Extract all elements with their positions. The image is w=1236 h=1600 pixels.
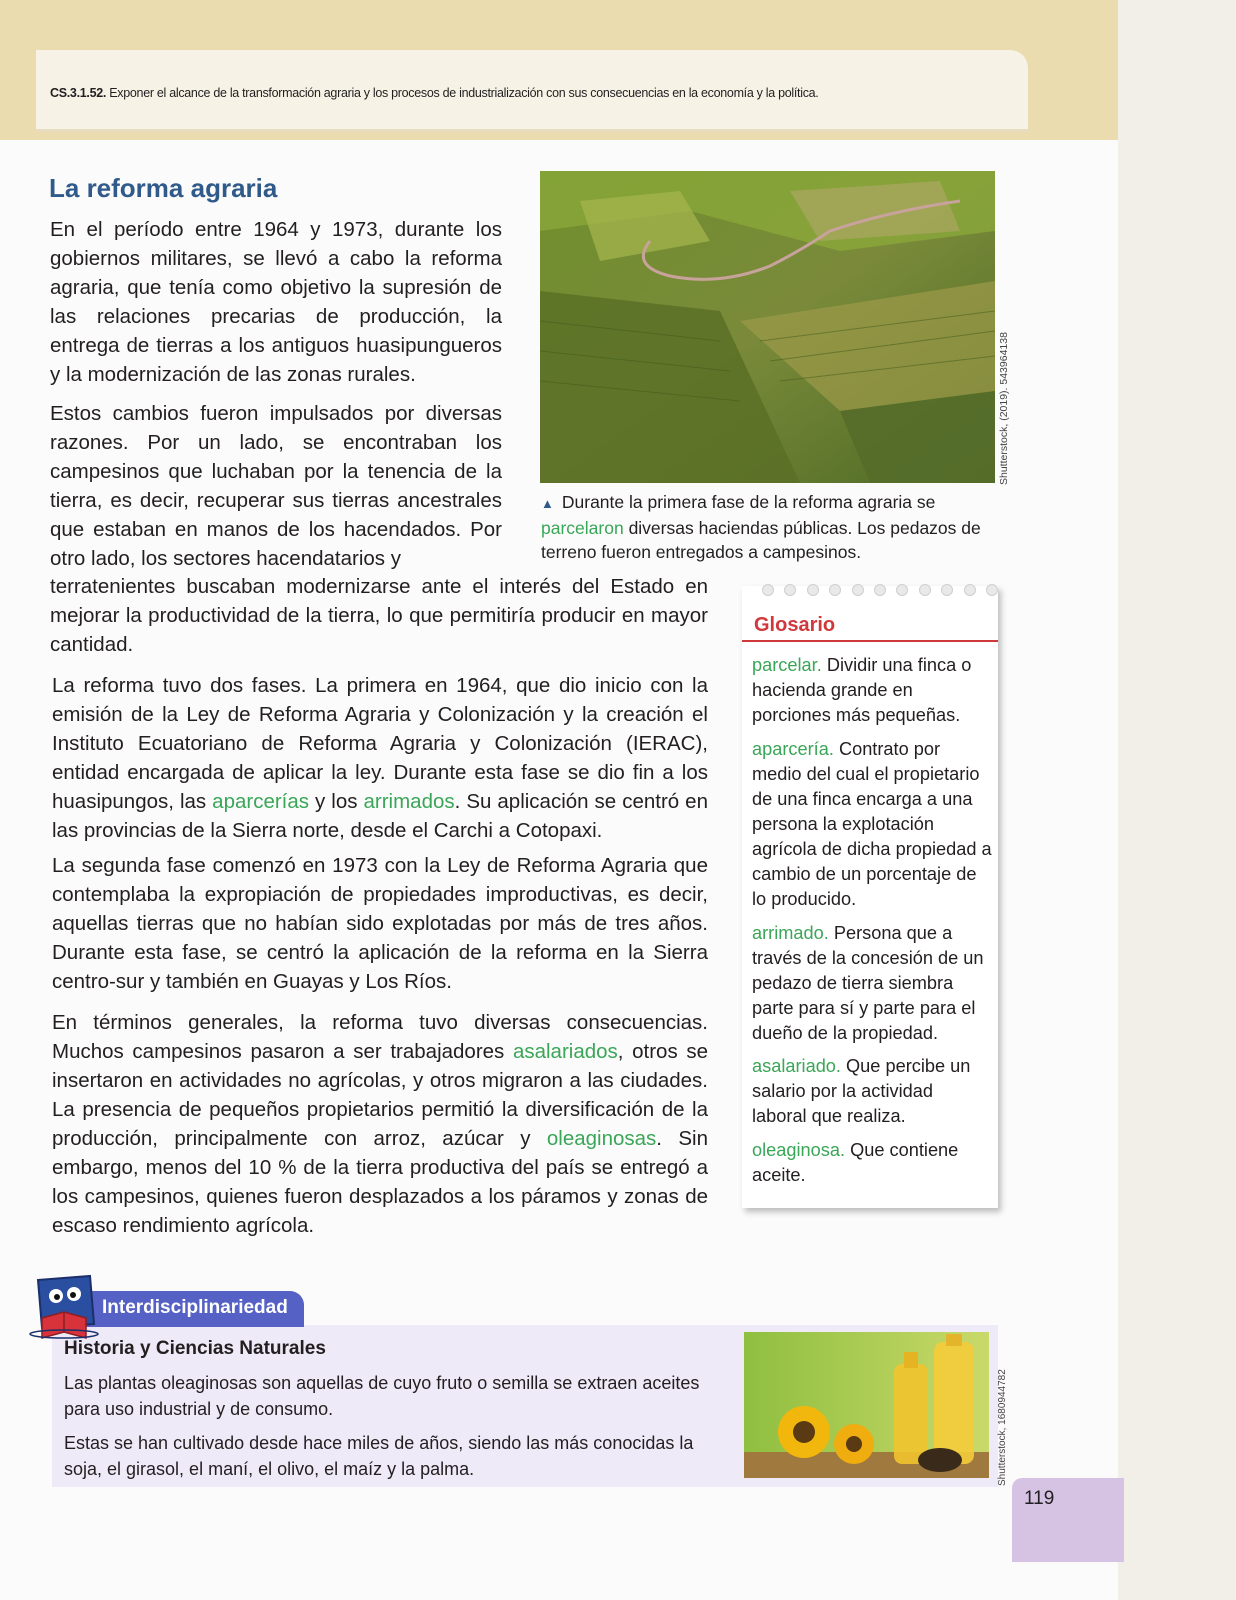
page-edge-strip xyxy=(1118,0,1236,1600)
glossary-entry xyxy=(752,1138,992,1188)
ring-icon xyxy=(986,584,998,596)
photo-credit-main: Shutterstock, (2019). 543964138 xyxy=(998,332,1010,485)
skill-criterion-box xyxy=(36,50,1028,132)
glossary-term: aparcería. xyxy=(752,739,834,759)
glossary-definition: Contrato por medio del cual el propietario de una finca encarga a una persona la explotación agrícola de dicha propiedad a cambio de un porcentaje de lo producido. xyxy=(752,739,992,909)
ring-icon xyxy=(762,584,774,596)
photo-credit-oil: Shutterstock, 1680944782 xyxy=(997,1369,1008,1486)
glossary-title: Glosario xyxy=(754,614,836,636)
glossary-term: parcelar. xyxy=(752,655,822,675)
ring-icon xyxy=(896,584,908,596)
paragraph-second-phase: La segunda fase comenzó en 1973 con la Ley de Reforma Agraria que contemplaba la expropiación de propiedades improductivas, es decir, aquellas tierras que no habían sido explotadas por más de tres años. Durante esta fase, se centró la aplicación de la reforma en la Sierra centro-sur y también en Guayas y Los Ríos. xyxy=(52,854,708,993)
ring-icon xyxy=(852,584,864,596)
skill-code: CS.3.1.52. xyxy=(50,86,107,100)
skill-description: Exponer el alcance de la transformación agraria y los procesos de industrialización con sus consecuencias en la economía y la política. xyxy=(109,86,819,100)
notebook-rings xyxy=(762,584,998,598)
mascot-reading-icon xyxy=(28,1272,102,1344)
ring-icon xyxy=(807,584,819,596)
glossary-term: asalariado. xyxy=(752,1056,841,1076)
glossary-term-link: oleaginosas xyxy=(546,1127,657,1150)
glossary-term-link: parcelaron xyxy=(541,518,624,538)
triangle-marker-icon: ▲ xyxy=(541,496,554,511)
glossary-term-link: arrimados xyxy=(363,790,455,813)
interdisciplinary-heading: Historia y Ciencias Naturales xyxy=(64,1338,326,1359)
paragraph-causes-part2: terratenientes buscaban modernizarse ante el interés del Estado en mejorar la productividad de la tierra, lo que permitiría producir en mayor cantidad. xyxy=(50,575,708,656)
glossary-rule xyxy=(742,640,998,642)
glossary-term: arrimado. xyxy=(752,923,829,943)
agricultural-fields-photo xyxy=(540,171,995,483)
glossary-definition: Que contiene aceite. xyxy=(752,1140,959,1185)
skill-criterion-text xyxy=(50,86,818,100)
page-number-tab xyxy=(1012,1478,1124,1562)
paragraph-phases xyxy=(52,671,708,845)
ring-icon xyxy=(964,584,976,596)
interdisciplinary-tab xyxy=(84,1291,304,1327)
glossary-term-link: asalariados xyxy=(512,1040,618,1063)
photo-caption xyxy=(541,490,1001,564)
glossary-definition: Que percibe un salario por la actividad laboral que realiza. xyxy=(752,1056,971,1126)
ring-icon xyxy=(874,584,886,596)
caption-text: diversas haciendas públicas. Los pedazos de terreno fueron entregados a campesinos. xyxy=(541,518,981,562)
paragraph-causes-part1: Estos cambios fueron impulsados por diversas razones. Por un lado, se encontraban los campesinos que luchaban por la tenencia de la tierra, es decir, recuperar sus tierras ancestrales que estaban en manos de los hacendados. Por otro lado, los sectores hacendatarios y xyxy=(50,402,502,570)
ring-icon xyxy=(941,584,953,596)
page-number: 119 xyxy=(1024,1488,1055,1509)
interdisciplinary-label: Interdisciplinariedad xyxy=(102,1297,288,1318)
skill-box-rule xyxy=(36,129,1028,132)
text-run: En términos generales, la reforma tuvo diversas consecuencias. Muchos campesinos pasaron a ser trabajadores xyxy=(52,1011,708,1063)
glossary-term: oleaginosa. xyxy=(752,1140,846,1160)
ring-icon xyxy=(919,584,931,596)
interdisciplinary-paragraph: Estas se han cultivado desde hace miles de años, siendo las más conocidas la soja, el girasol, el maní, el olivo, el maíz y la palma. xyxy=(64,1433,694,1479)
paragraph-consequences xyxy=(52,1008,708,1240)
caption-text: Durante la primera fase de la reforma agraria se xyxy=(561,492,936,512)
text-run: , otros se insertaron en actividades no agrícolas, y otros migraron a las ciudades. La presencia de pequeños propietarios permitió la diversificación de la producción, principalmente con arroz, azúcar y xyxy=(52,1040,709,1150)
text-run: y los xyxy=(309,790,364,813)
glossary-term-link: aparcerías xyxy=(212,790,310,813)
glossary-definition: Persona que a través de la concesión de un pedazo de tierra siembra parte para sí y parte para el dueño de la propiedad. xyxy=(752,923,984,1043)
glossary-entry xyxy=(752,653,992,728)
glossary-entry xyxy=(752,1054,992,1129)
text-run: . Sin embargo, menos del 10 % de la tierra productiva del país se entregó a los campesinos, quienes fueron desplazados a los páramos y zonas de escaso rendimiento agrícola. xyxy=(52,1127,708,1237)
interdisciplinary-paragraph: Las plantas oleaginosas son aquellas de cuyo fruto o semilla se extraen aceites para uso industrial y de consumo. xyxy=(64,1373,700,1419)
glossary-box xyxy=(742,586,998,1208)
glossary-entry xyxy=(752,737,992,912)
ring-icon xyxy=(829,584,841,596)
text-run: . Su aplicación se centró en las provincias de la Sierra norte, desde el Carchi a Cotopaxi. xyxy=(52,790,708,842)
glossary-definition: Dividir una finca o hacienda grande en porciones más pequeñas. xyxy=(752,655,972,725)
sunflower-oil-photo xyxy=(744,1332,989,1478)
paragraph-intro: En el período entre 1964 y 1973, durante los gobiernos militares, se llevó a cabo la reforma agraria, que tenía como objetivo la supresión de las relaciones precarias de producción, la entrega de tierras a los antiguos huasipungueros y la modernización de las zonas rurales. xyxy=(50,218,502,386)
text-run: La reforma tuvo dos fases. La primera en 1964, que dio inicio con la emisión de la Ley de Reforma Agraria y Colonización y la creación el Instituto Ecuatoriano de Reforma Agraria y Colonización (IERAC), entidad encargada de aplicar la ley. Durante esta fase se dio fin a los huasipungos, las xyxy=(52,674,708,813)
glossary-entry xyxy=(752,921,992,1046)
ring-icon xyxy=(784,584,796,596)
section-title: La reforma agraria xyxy=(49,173,278,203)
